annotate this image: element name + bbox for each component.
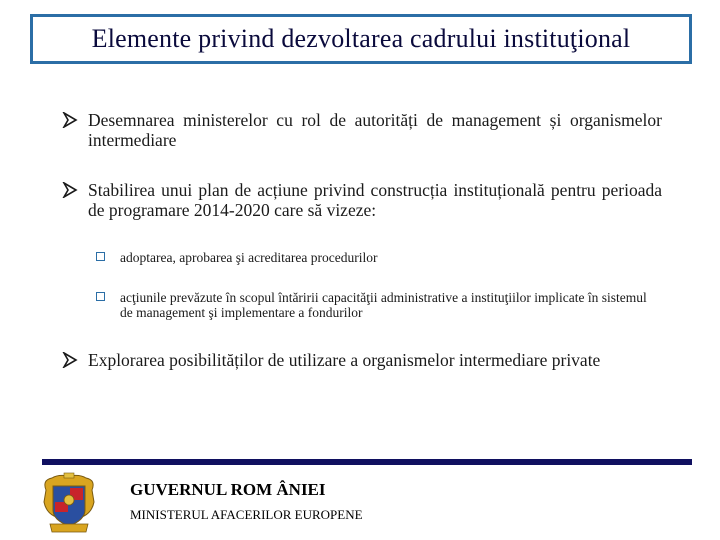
sub-bullet-text: acţiunile prevăzute în scopul întăririi capacităţii administrative a instituţiilor implicate în sistemul de management şi implementare a fondurilor — [120, 290, 647, 320]
slide-title: Elemente privind dezvoltarea cadrului instituţional — [91, 24, 631, 53]
square-bullet-icon — [96, 292, 105, 301]
bullet-text: Desemnarea ministerelor cu rol de autorități de management și organismelor intermediare — [88, 110, 662, 150]
slide-title-box — [30, 14, 692, 64]
sub-bullet-item — [96, 290, 656, 320]
bullet-item — [62, 180, 662, 220]
sub-bullet-item — [96, 250, 656, 265]
footer-government-name: GUVERNUL ROM ÂNIEI — [130, 480, 326, 499]
square-bullet-icon — [96, 252, 105, 261]
arrowhead-bullet-icon — [62, 352, 78, 368]
sub-bullet-text: adoptarea, aprobarea şi acreditarea procedurilor — [120, 250, 378, 265]
footer-divider — [42, 459, 692, 465]
bullet-item — [62, 350, 662, 370]
bullet-item — [62, 110, 662, 150]
coat-of-arms-logo — [40, 472, 98, 538]
bullet-text: Explorarea posibilităților de utilizare a organismelor intermediare private — [88, 350, 601, 370]
footer-ministry-name: MINISTERUL AFACERILOR EUROPENE — [130, 507, 363, 522]
arrowhead-bullet-icon — [62, 182, 78, 198]
bullet-text: Stabilirea unui plan de acțiune privind construcția instituțională pentru perioada de programare 2014-2020 care să vizeze: — [88, 180, 662, 220]
arrowhead-bullet-icon — [62, 112, 78, 128]
